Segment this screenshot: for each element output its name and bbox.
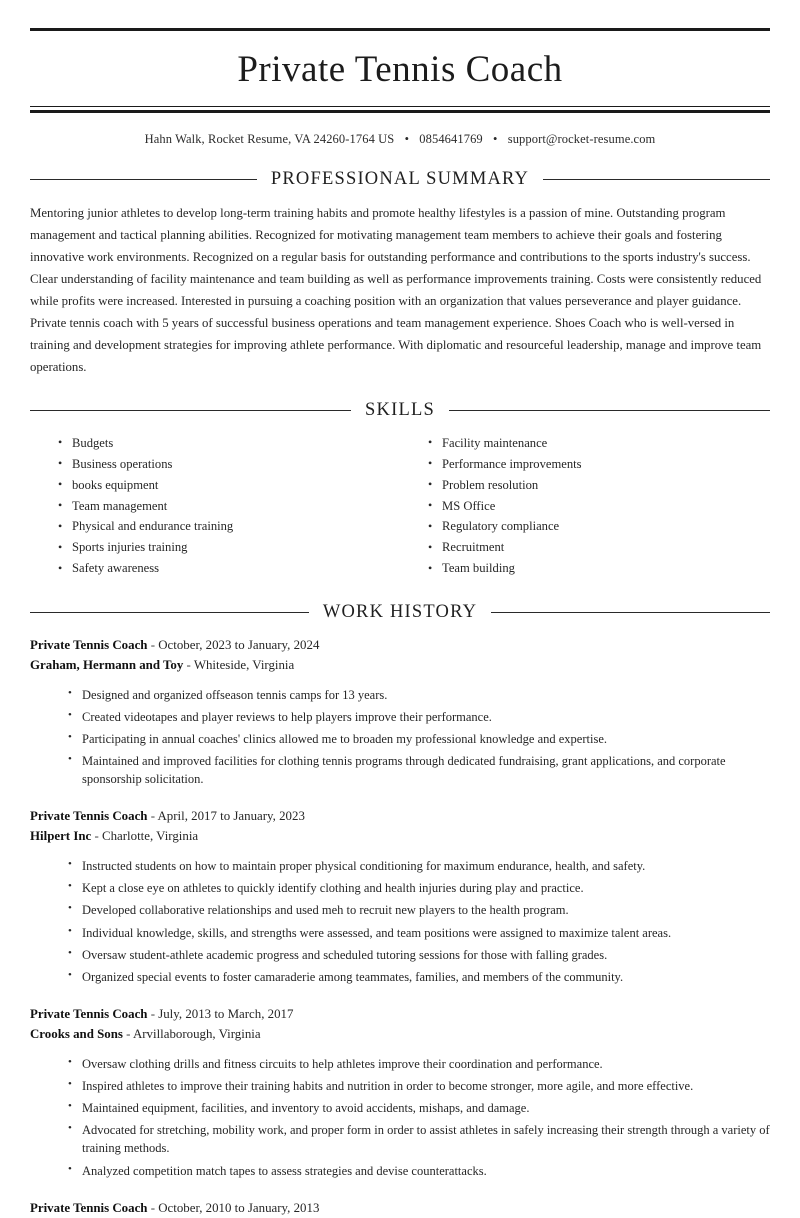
list-item: • Physical and endurance training (72, 517, 400, 538)
list-item: • Sports injuries training (72, 538, 400, 559)
work-history-entry (30, 1198, 770, 1218)
work-history-entry (30, 635, 770, 791)
skills-column-right (400, 433, 770, 579)
job-company-line (30, 655, 770, 675)
job-role: Private Tennis Coach (30, 809, 148, 824)
heading-rule-left (30, 179, 257, 180)
contact-separator-2: • (493, 132, 498, 147)
job-bullet: • Analyzed competition match tapes to assess strategies and devise counterattacks. (82, 1160, 770, 1182)
skills-list-right (400, 433, 770, 579)
job-bullet-list (30, 855, 770, 988)
contact-phone[interactable]: 0854641769 (419, 132, 483, 147)
resume-page (0, 28, 800, 1215)
job-bullet: • Created videotapes and player reviews to help players improve their performance. (82, 706, 770, 728)
job-separator: - (183, 657, 194, 672)
job-separator: - (147, 1200, 159, 1215)
job-role-line (30, 1004, 770, 1024)
job-role-line (30, 806, 770, 826)
job-bullet: • Maintained equipment, facilities, and inventory to avoid accidents, mishaps, and damage. (82, 1097, 770, 1119)
section-heading-skills (30, 400, 770, 421)
section-title-work-history: WORK HISTORY (322, 601, 478, 622)
job-dates: October, 2023 to January, 2024 (158, 637, 320, 652)
section-heading-work-history (30, 602, 770, 623)
job-separator: - (147, 1006, 159, 1021)
contact-email[interactable]: support@rocket-resume.com (507, 132, 656, 147)
job-bullet: • Advocated for stretching, mobility work, and proper form in order to assist athletes in safely increasing their strength through a variety of training methods. (82, 1119, 770, 1159)
job-role: Private Tennis Coach (30, 1200, 148, 1215)
job-separator: - (122, 1026, 133, 1041)
work-history-entry (30, 806, 770, 988)
contact-separator-1: • (404, 132, 410, 147)
section-work-history (30, 602, 770, 1218)
job-role: Private Tennis Coach (30, 1006, 148, 1021)
heading-rule-right (491, 612, 770, 613)
heading-rule-left (30, 410, 351, 411)
skills-columns (30, 433, 770, 579)
job-bullet: • Oversaw student-athlete academic progress and scheduled tutoring sessions for those with falling grades. (82, 944, 770, 966)
job-location: Arvillaborough, Virginia (132, 1026, 261, 1041)
job-company: Crooks and Sons (30, 1026, 123, 1041)
section-professional-summary (30, 169, 770, 378)
job-separator: - (147, 809, 158, 824)
job-bullet: • Maintained and improved facilities for clothing tennis programs through dedicated fundraising, grant applications, and corporate sponsorship solicitation. (82, 750, 770, 790)
list-item: • Business operations (72, 454, 400, 475)
job-location: Whiteside, Virginia (193, 657, 295, 672)
list-item: • Team management (72, 496, 400, 517)
job-bullet: • Oversaw clothing drills and fitness circuits to help athletes improve their coordination and performance. (82, 1053, 770, 1075)
list-item: • Problem resolution (442, 475, 770, 496)
job-bullet: • Organized special events to foster camaraderie among teammates, families, and members of the community. (82, 966, 770, 988)
job-location: Charlotte, Virginia (101, 829, 199, 844)
job-company: Hilpert Inc (30, 829, 92, 844)
job-role: Private Tennis Coach (30, 637, 148, 652)
job-bullet-list (30, 1053, 770, 1182)
job-bullet: • Inspired athletes to improve their training habits and nutrition in order to become stronger, more agile, and more effective. (82, 1075, 770, 1097)
job-company-line (30, 826, 770, 846)
job-bullet: • Kept a close eye on athletes to quickly identify clothing and health injuries during play and practice. (82, 877, 770, 899)
job-dates: July, 2013 to March, 2017 (158, 1006, 294, 1021)
list-item: • MS Office (442, 496, 770, 517)
section-heading-summary (30, 169, 770, 190)
contact-address: Hahn Walk, Rocket Resume, VA 24260-1764 US (144, 132, 395, 147)
job-bullet: • Developed collaborative relationships and used meh to recruit new players to the health program. (82, 899, 770, 921)
list-item: • books equipment (72, 475, 400, 496)
work-history-entry (30, 1004, 770, 1182)
list-item: • Facility maintenance (442, 433, 770, 454)
section-title-skills: SKILLS (365, 400, 435, 421)
job-role-line (30, 635, 770, 655)
job-dates: April, 2017 to January, 2023 (157, 809, 305, 824)
job-bullet: • Individual knowledge, skills, and strengths were assessed, and team positions were assigned to maximize talent areas. (82, 922, 770, 944)
job-bullet: • Participating in annual coaches' clinics allowed me to broaden my professional knowledge and expertise. (82, 728, 770, 750)
list-item: • Budgets (72, 433, 400, 454)
heading-rule-right (543, 179, 770, 180)
skills-column-left (30, 433, 400, 579)
work-history-list (30, 635, 770, 1218)
list-item: • Recruitment (442, 538, 770, 559)
section-skills (30, 400, 770, 579)
contact-line (30, 113, 770, 147)
job-bullet: • Instructed students on how to maintain proper physical conditioning for maximum endurance, health, and safety. (82, 855, 770, 877)
job-bullet: • Designed and organized offseason tennis camps for 13 years. (82, 684, 770, 706)
page-title: Private Tennis Coach (237, 49, 563, 90)
skills-list-left (30, 433, 400, 579)
resume-header (30, 28, 770, 147)
list-item: • Performance improvements (442, 454, 770, 475)
list-item: • Team building (442, 559, 770, 580)
heading-rule-left (30, 612, 309, 613)
job-company-line (30, 1024, 770, 1044)
job-bullet-list (30, 684, 770, 791)
section-title-summary: PROFESSIONAL SUMMARY (270, 169, 530, 190)
list-item: • Safety awareness (72, 559, 400, 580)
job-company: Graham, Hermann and Toy (30, 657, 184, 672)
list-item: • Regulatory compliance (442, 517, 770, 538)
job-separator: - (91, 829, 102, 844)
summary-body: Mentoring junior athletes to develop long-term training habits and promote healthy lifestyles is a passion of mine. Outstanding program management and tactical planning abilities. Recognized for motivating management team members to achieve their goals and fostering innovative work environments. Recognized on a regular basis for outstanding performance and contributions to the sports industry's success. Clear understanding of facility maintenance and team building as well as performance improvements training. Costs were consistently reduced while profits were increased. Interested in pursuing a coaching position with an organization that values perseverance and player guidance. Private tennis coach with 5 years of successful business operations and team management experience. Shoes Coach who is well-versed in training and development strategies for improving athlete performance. With diplomatic and resourceful leadership, manage and improve team operations. (30, 206, 762, 375)
job-role-line (30, 1198, 770, 1218)
heading-rule-right (449, 410, 770, 411)
job-dates: October, 2010 to January, 2013 (158, 1200, 320, 1215)
job-separator: - (147, 637, 159, 652)
